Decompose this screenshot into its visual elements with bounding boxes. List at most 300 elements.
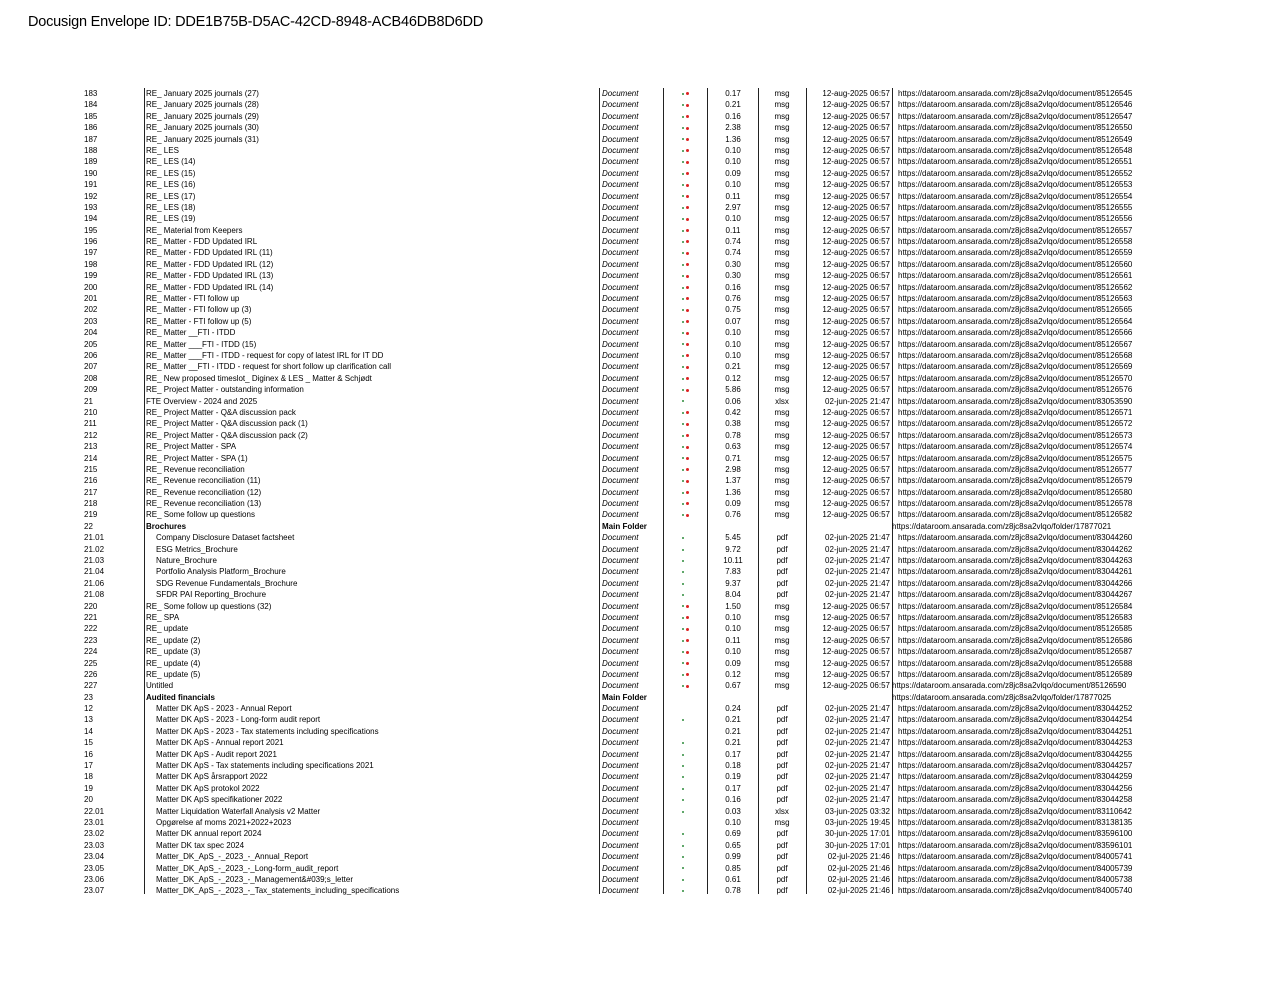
row-number: 22 xyxy=(84,521,93,531)
row-url[interactable]: https://dataroom.ansarada.com/z8jc8sa2vlqo/document/83044261 xyxy=(898,567,1133,577)
row-type: Document xyxy=(602,704,639,714)
row-status-flags xyxy=(682,863,692,874)
row-number: 194 xyxy=(84,214,98,224)
row-number: 23.04 xyxy=(84,852,105,862)
table-row xyxy=(0,760,1272,771)
row-extension: msg xyxy=(774,191,790,201)
red-status-dot xyxy=(686,514,689,517)
row-name: RE_ update (4) xyxy=(146,658,201,668)
row-date: 12-aug-2025 06:57 xyxy=(822,442,890,452)
green-status-dot xyxy=(682,378,684,380)
table-row xyxy=(0,373,1272,384)
row-url[interactable]: https://dataroom.ansarada.com/z8jc8sa2vlqo/document/85126550 xyxy=(898,123,1133,133)
row-url[interactable]: https://dataroom.ansarada.com/z8jc8sa2vlqo/document/85126584 xyxy=(898,601,1133,611)
row-type: Document xyxy=(602,89,639,98)
green-status-dot xyxy=(682,867,684,869)
row-url[interactable]: https://dataroom.ansarada.com/z8jc8sa2vlqo/folder/17877021 xyxy=(892,521,1112,531)
row-extension: msg xyxy=(774,350,790,360)
row-size: 0.10 xyxy=(725,328,741,338)
row-status-flags xyxy=(682,658,692,669)
row-url[interactable]: https://dataroom.ansarada.com/z8jc8sa2vlqo/document/85126565 xyxy=(898,305,1133,315)
table-row xyxy=(0,179,1272,190)
table-row xyxy=(0,612,1272,623)
green-status-dot xyxy=(682,412,684,414)
row-size: 0.65 xyxy=(725,840,741,850)
row-number: 222 xyxy=(84,624,98,634)
row-name: RE_ Matter - FDD Updated IRL (13) xyxy=(146,271,274,281)
row-date: 12-aug-2025 06:57 xyxy=(822,385,890,395)
row-size: 0.09 xyxy=(725,499,741,509)
red-status-dot xyxy=(686,377,689,380)
row-name: Matter DK ApS protokol 2022 xyxy=(156,783,260,793)
row-url[interactable]: https://dataroom.ansarada.com/z8jc8sa2vlqo/document/85126569 xyxy=(898,362,1133,372)
row-date: 02-jun-2025 21:47 xyxy=(825,590,890,600)
row-url[interactable]: https://dataroom.ansarada.com/z8jc8sa2vlqo/document/85126567 xyxy=(898,339,1133,349)
table-row xyxy=(0,521,1272,532)
row-name: RE_ Matter __FTI - ITDD - request for short follow up clarification call xyxy=(146,362,391,372)
row-url[interactable]: https://dataroom.ansarada.com/z8jc8sa2vlqo/document/83596101 xyxy=(898,840,1133,850)
row-date: 02-jul-2025 21:46 xyxy=(827,886,890,896)
row-name: Matter DK tax spec 2024 xyxy=(156,840,245,850)
row-number: 221 xyxy=(84,612,98,622)
row-status-flags xyxy=(682,578,692,589)
row-number: 19 xyxy=(84,783,93,793)
row-url[interactable]: https://dataroom.ansarada.com/z8jc8sa2vlqo/document/83138135 xyxy=(898,818,1133,827)
row-url[interactable]: https://dataroom.ansarada.com/z8jc8sa2vlqo/document/85126572 xyxy=(898,419,1133,429)
row-status-flags xyxy=(682,145,692,156)
row-date: 12-aug-2025 06:57 xyxy=(822,487,890,497)
green-status-dot xyxy=(682,617,684,619)
table-row xyxy=(0,168,1272,179)
row-number: 206 xyxy=(84,350,98,360)
row-status-flags xyxy=(682,498,692,509)
green-status-dot xyxy=(682,605,684,607)
row-type: Document xyxy=(602,612,639,622)
table-row xyxy=(0,430,1272,441)
row-date: 02-jul-2025 21:46 xyxy=(827,863,890,873)
row-url[interactable]: https://dataroom.ansarada.com/z8jc8sa2vlqo/document/85126586 xyxy=(898,635,1133,645)
row-date: 02-jun-2025 21:47 xyxy=(825,556,890,566)
row-extension: msg xyxy=(774,248,790,258)
row-type: Document xyxy=(602,362,639,372)
row-size: 2.97 xyxy=(725,202,741,212)
row-date: 12-aug-2025 06:57 xyxy=(822,282,890,292)
row-number: 201 xyxy=(84,294,98,304)
row-url[interactable]: https://dataroom.ansarada.com/z8jc8sa2vlqo/document/83044255 xyxy=(898,749,1133,759)
row-url[interactable]: https://dataroom.ansarada.com/z8jc8sa2vlqo/document/83053590 xyxy=(898,396,1133,406)
table-row xyxy=(0,247,1272,258)
table-row xyxy=(0,885,1272,896)
row-date: 12-aug-2025 06:57 xyxy=(822,669,890,679)
green-status-dot xyxy=(682,435,684,437)
row-size: 0.10 xyxy=(725,214,741,224)
red-status-dot xyxy=(686,309,689,312)
red-status-dot xyxy=(686,149,689,152)
red-status-dot xyxy=(686,206,689,209)
table-row xyxy=(0,749,1272,760)
row-url[interactable]: https://dataroom.ansarada.com/z8jc8sa2vlqo/document/85126559 xyxy=(898,248,1133,258)
row-date: 12-aug-2025 06:57 xyxy=(822,510,890,520)
row-status-flags xyxy=(682,179,692,190)
row-date: 02-jun-2025 21:47 xyxy=(825,578,890,588)
row-extension: pdf xyxy=(776,544,788,554)
row-name: Matter_DK_ApS_-_2023_-_Management&#039;s_letter xyxy=(156,874,354,884)
row-date: 12-aug-2025 06:57 xyxy=(822,647,890,657)
row-name: FTE Overview - 2024 and 2025 xyxy=(146,396,258,406)
row-url[interactable]: https://dataroom.ansarada.com/z8jc8sa2vlqo/document/85126571 xyxy=(898,407,1133,417)
row-name: RE_ SPA xyxy=(146,612,180,622)
row-name: Matter DK ApS - Tax statements including specifications 2021 xyxy=(156,761,374,771)
row-status-flags xyxy=(682,384,692,395)
table-row xyxy=(0,806,1272,817)
row-name: RE_ update (2) xyxy=(146,635,201,645)
row-type: Document xyxy=(602,567,639,577)
green-status-dot xyxy=(682,298,684,300)
row-number: 21.03 xyxy=(84,556,105,566)
row-size: 0.38 xyxy=(725,419,741,429)
table-row xyxy=(0,259,1272,270)
row-url[interactable]: https://dataroom.ansarada.com/z8jc8sa2vlqo/document/83044253 xyxy=(898,738,1133,748)
table-row xyxy=(0,191,1272,202)
row-size: 0.10 xyxy=(725,612,741,622)
green-status-dot xyxy=(682,514,684,516)
row-type: Document xyxy=(602,168,639,178)
row-extension: pdf xyxy=(776,715,788,725)
row-size: 0.85 xyxy=(725,863,741,873)
row-url[interactable]: https://dataroom.ansarada.com/z8jc8sa2vlqo/document/85126560 xyxy=(898,259,1133,269)
row-status-flags xyxy=(682,396,692,407)
row-number: 23.03 xyxy=(84,840,105,850)
table-row xyxy=(0,623,1272,634)
row-url[interactable]: https://dataroom.ansarada.com/z8jc8sa2vlqo/document/83044257 xyxy=(898,761,1133,771)
red-status-dot xyxy=(686,673,689,676)
row-status-flags xyxy=(682,635,692,646)
green-status-dot xyxy=(682,640,684,642)
green-status-dot xyxy=(682,651,684,653)
row-type: Document xyxy=(602,225,639,235)
row-status-flags xyxy=(682,373,692,384)
table-row xyxy=(0,293,1272,304)
table-row xyxy=(0,453,1272,464)
row-status-flags xyxy=(682,487,692,498)
row-name: Untitled xyxy=(146,681,174,691)
red-status-dot xyxy=(686,389,689,392)
row-number: 223 xyxy=(84,635,98,645)
row-extension: msg xyxy=(774,362,790,372)
red-status-dot xyxy=(686,468,689,471)
row-date: 12-aug-2025 06:57 xyxy=(822,271,890,281)
row-url[interactable]: https://dataroom.ansarada.com/z8jc8sa2vlqo/document/85126555 xyxy=(898,202,1133,212)
row-name: RE_ Project Matter - Q&A discussion pack (2) xyxy=(146,430,308,440)
row-url[interactable]: https://dataroom.ansarada.com/z8jc8sa2vlqo/document/85126590 xyxy=(892,681,1127,691)
row-status-flags xyxy=(682,339,692,350)
row-url[interactable]: https://dataroom.ansarada.com/z8jc8sa2vlqo/document/83044267 xyxy=(898,590,1133,600)
green-status-dot xyxy=(682,890,684,892)
row-extension: pdf xyxy=(776,874,788,884)
row-type: Document xyxy=(602,658,639,668)
green-status-dot xyxy=(682,309,684,311)
row-name: RE_ LES (16) xyxy=(146,180,196,190)
row-extension: msg xyxy=(774,237,790,247)
row-url[interactable]: https://dataroom.ansarada.com/z8jc8sa2vlqo/document/83044266 xyxy=(898,578,1133,588)
row-size: 1.50 xyxy=(725,601,741,611)
row-url[interactable]: https://dataroom.ansarada.com/z8jc8sa2vlqo/document/83110642 xyxy=(898,806,1132,816)
row-number: 193 xyxy=(84,202,98,212)
red-status-dot xyxy=(686,480,689,483)
row-status-flags xyxy=(682,88,692,99)
row-number: 22.01 xyxy=(84,806,105,816)
row-url[interactable]: https://dataroom.ansarada.com/z8jc8sa2vlqo/document/83596100 xyxy=(898,829,1133,839)
row-name: RE_ Matter - FTI follow up (5) xyxy=(146,316,252,326)
row-date: 12-aug-2025 06:57 xyxy=(822,191,890,201)
row-number: 23.01 xyxy=(84,818,105,827)
row-number: 202 xyxy=(84,305,98,315)
row-name: RE_ Matter - FDD Updated IRL (11) xyxy=(146,248,273,258)
row-type: Document xyxy=(602,373,639,383)
row-type: Document xyxy=(602,464,639,474)
row-url[interactable]: https://dataroom.ansarada.com/z8jc8sa2vlqo/document/85126556 xyxy=(898,214,1133,224)
row-date: 12-aug-2025 06:57 xyxy=(822,111,890,121)
row-url[interactable]: https://dataroom.ansarada.com/z8jc8sa2vlqo/document/85126546 xyxy=(898,100,1133,110)
row-number: 21.01 xyxy=(84,533,105,543)
row-date: 12-aug-2025 06:57 xyxy=(822,225,890,235)
row-url[interactable]: https://dataroom.ansarada.com/z8jc8sa2vlqo/document/85126545 xyxy=(898,89,1133,98)
row-name: Matter_DK_ApS_-_2023_-_Annual_Report xyxy=(156,852,309,862)
row-name: RE_ update xyxy=(146,624,189,634)
green-status-dot xyxy=(682,207,684,209)
row-name: RE_ January 2025 journals (30) xyxy=(146,123,259,133)
green-status-dot xyxy=(682,287,684,289)
row-extension: pdf xyxy=(776,840,788,850)
table-row xyxy=(0,601,1272,612)
row-type: Document xyxy=(602,396,639,406)
row-url[interactable]: https://dataroom.ansarada.com/z8jc8sa2vlqo/document/85126575 xyxy=(898,453,1133,463)
green-status-dot xyxy=(682,719,684,721)
row-url[interactable]: https://dataroom.ansarada.com/z8jc8sa2vlqo/document/85126548 xyxy=(898,145,1133,155)
envelope-id-header: Docusign Envelope ID: DDE1B75B-D5AC-42CD-8948-ACB46DB8D6DD xyxy=(28,14,484,30)
row-date: 02-jun-2025 21:47 xyxy=(825,783,890,793)
row-number: 14 xyxy=(84,726,93,736)
row-date: 12-aug-2025 06:57 xyxy=(822,339,890,349)
row-url[interactable]: https://dataroom.ansarada.com/z8jc8sa2vlqo/document/85126568 xyxy=(898,350,1133,360)
table-row xyxy=(0,464,1272,475)
row-url[interactable]: https://dataroom.ansarada.com/z8jc8sa2vlqo/folder/17877025 xyxy=(892,692,1112,702)
row-url[interactable]: https://dataroom.ansarada.com/z8jc8sa2vlqo/document/85126580 xyxy=(898,487,1133,497)
row-url[interactable]: https://dataroom.ansarada.com/z8jc8sa2vlqo/document/85126585 xyxy=(898,624,1133,634)
row-status-flags xyxy=(682,304,692,315)
table-row xyxy=(0,350,1272,361)
row-name: Company Disclosure Dataset factsheet xyxy=(156,533,295,543)
row-date: 12-aug-2025 06:57 xyxy=(822,373,890,383)
row-url[interactable]: https://dataroom.ansarada.com/z8jc8sa2vlqo/document/83044252 xyxy=(898,704,1133,714)
row-url[interactable]: https://dataroom.ansarada.com/z8jc8sa2vlqo/document/85126563 xyxy=(898,294,1133,304)
row-status-flags xyxy=(682,99,692,110)
row-url[interactable]: https://dataroom.ansarada.com/z8jc8sa2vlqo/document/85126549 xyxy=(898,134,1133,144)
table-row xyxy=(0,498,1272,509)
row-size: 0.21 xyxy=(725,715,741,725)
red-status-dot xyxy=(686,218,689,221)
row-size: 0.30 xyxy=(725,259,741,269)
row-extension: msg xyxy=(774,305,790,315)
row-url[interactable]: https://dataroom.ansarada.com/z8jc8sa2vlqo/document/85126570 xyxy=(898,373,1133,383)
row-url[interactable]: https://dataroom.ansarada.com/z8jc8sa2vlqo/document/85126583 xyxy=(898,612,1133,622)
red-status-dot xyxy=(686,332,689,335)
row-number: 21.04 xyxy=(84,567,105,577)
row-name: Matter DK annual report 2024 xyxy=(156,829,262,839)
row-url[interactable]: https://dataroom.ansarada.com/z8jc8sa2vlqo/document/85126579 xyxy=(898,476,1133,486)
row-size: 7.83 xyxy=(725,567,741,577)
row-type: Document xyxy=(602,248,639,258)
row-url[interactable]: https://dataroom.ansarada.com/z8jc8sa2vlqo/document/85126577 xyxy=(898,464,1133,474)
row-status-flags xyxy=(682,213,692,224)
row-size: 1.37 xyxy=(725,476,741,486)
row-status-flags xyxy=(682,589,692,600)
row-extension: msg xyxy=(774,282,790,292)
row-size: 0.09 xyxy=(725,168,741,178)
row-name: Matter_DK_ApS_-_2023_-_Long-form_audit_report xyxy=(156,863,339,873)
row-date: 12-aug-2025 06:57 xyxy=(822,612,890,622)
row-extension: msg xyxy=(774,464,790,474)
row-size: 0.78 xyxy=(725,430,741,440)
row-size: 0.09 xyxy=(725,658,741,668)
row-date: 12-aug-2025 06:57 xyxy=(822,123,890,133)
row-url[interactable]: https://dataroom.ansarada.com/z8jc8sa2vlqo/document/83044263 xyxy=(898,556,1133,566)
row-date: 02-jun-2025 21:47 xyxy=(825,772,890,782)
table-row xyxy=(0,384,1272,395)
row-extension: msg xyxy=(774,157,790,167)
green-status-dot xyxy=(682,366,684,368)
row-url[interactable]: https://dataroom.ansarada.com/z8jc8sa2vlqo/document/85126561 xyxy=(898,271,1133,281)
row-size: 0.74 xyxy=(725,248,741,258)
row-url[interactable]: https://dataroom.ansarada.com/z8jc8sa2vlqo/document/83044258 xyxy=(898,795,1133,805)
row-type: Document xyxy=(602,442,639,452)
row-url[interactable]: https://dataroom.ansarada.com/z8jc8sa2vlqo/document/83044259 xyxy=(898,772,1133,782)
row-url[interactable]: https://dataroom.ansarada.com/z8jc8sa2vlqo/document/85126547 xyxy=(898,111,1133,121)
row-url[interactable]: https://dataroom.ansarada.com/z8jc8sa2vlqo/document/85126557 xyxy=(898,225,1133,235)
red-status-dot xyxy=(686,263,689,266)
table-row xyxy=(0,874,1272,885)
row-number: 184 xyxy=(84,100,98,110)
row-name: RE_ Matter __FTI - ITDD xyxy=(146,328,236,338)
row-extension: msg xyxy=(774,442,790,452)
row-url[interactable]: https://dataroom.ansarada.com/z8jc8sa2vlqo/document/85126552 xyxy=(898,168,1133,178)
row-url[interactable]: https://dataroom.ansarada.com/z8jc8sa2vlqo/document/85126553 xyxy=(898,180,1133,190)
row-url[interactable]: https://dataroom.ansarada.com/z8jc8sa2vlqo/document/85126588 xyxy=(898,658,1133,668)
red-status-dot xyxy=(686,252,689,255)
red-status-dot xyxy=(686,411,689,414)
row-number: 195 xyxy=(84,225,98,235)
row-status-flags xyxy=(682,407,692,418)
green-status-dot xyxy=(682,343,684,345)
table-row xyxy=(0,669,1272,680)
red-status-dot xyxy=(686,229,689,232)
row-url[interactable]: https://dataroom.ansarada.com/z8jc8sa2vlqo/document/83044262 xyxy=(898,544,1133,554)
row-url[interactable]: https://dataroom.ansarada.com/z8jc8sa2vlqo/document/83044254 xyxy=(898,715,1133,725)
green-status-dot xyxy=(682,161,684,163)
row-extension: msg xyxy=(774,373,790,383)
table-row xyxy=(0,863,1272,874)
row-type: Document xyxy=(602,282,639,292)
row-size: 2.38 xyxy=(725,123,741,133)
table-row xyxy=(0,555,1272,566)
row-name: Matter DK ApS - 2023 - Tax statements including specifications xyxy=(156,726,379,736)
row-extension: msg xyxy=(774,145,790,155)
row-status-flags xyxy=(682,168,692,179)
table-row xyxy=(0,532,1272,543)
table-row xyxy=(0,225,1272,236)
row-status-flags xyxy=(682,623,692,634)
row-url[interactable]: https://dataroom.ansarada.com/z8jc8sa2vlqo/document/85126558 xyxy=(898,237,1133,247)
row-extension: pdf xyxy=(776,556,788,566)
table-row xyxy=(0,270,1272,281)
row-name: SFDR PAI Reporting_Brochure xyxy=(156,590,267,600)
row-url[interactable]: https://dataroom.ansarada.com/z8jc8sa2vlqo/document/85126562 xyxy=(898,282,1133,292)
row-status-flags xyxy=(682,453,692,464)
row-url[interactable]: https://dataroom.ansarada.com/z8jc8sa2vlqo/document/85126587 xyxy=(898,647,1133,657)
row-date: 12-aug-2025 06:57 xyxy=(822,453,890,463)
row-number: 21.02 xyxy=(84,544,105,554)
row-url[interactable]: https://dataroom.ansarada.com/z8jc8sa2vlqo/document/85126566 xyxy=(898,328,1133,338)
row-url[interactable]: https://dataroom.ansarada.com/z8jc8sa2vlqo/document/84005741 xyxy=(898,852,1133,862)
row-url[interactable]: https://dataroom.ansarada.com/z8jc8sa2vlqo/document/83044256 xyxy=(898,783,1133,793)
row-url[interactable]: https://dataroom.ansarada.com/z8jc8sa2vlqo/document/85126554 xyxy=(898,191,1133,201)
row-type: Document xyxy=(602,328,639,338)
row-url[interactable]: https://dataroom.ansarada.com/z8jc8sa2vlqo/document/85126582 xyxy=(898,510,1133,520)
row-url[interactable]: https://dataroom.ansarada.com/z8jc8sa2vlqo/document/85126576 xyxy=(898,385,1133,395)
row-size: 0.10 xyxy=(725,624,741,634)
row-size: 0.71 xyxy=(725,453,741,463)
row-name: RE_ LES (17) xyxy=(146,191,196,201)
row-date: 12-aug-2025 06:57 xyxy=(822,658,890,668)
row-url[interactable]: https://dataroom.ansarada.com/z8jc8sa2vlqo/document/84005739 xyxy=(898,863,1133,873)
row-date: 12-aug-2025 06:57 xyxy=(822,248,890,258)
row-url[interactable]: https://dataroom.ansarada.com/z8jc8sa2vlqo/document/85126589 xyxy=(898,669,1133,679)
row-size: 0.21 xyxy=(725,726,741,736)
row-url[interactable]: https://dataroom.ansarada.com/z8jc8sa2vlqo/document/84005738 xyxy=(898,874,1133,884)
row-status-flags xyxy=(682,327,692,338)
row-extension: msg xyxy=(774,612,790,622)
green-status-dot xyxy=(682,184,684,186)
row-url[interactable]: https://dataroom.ansarada.com/z8jc8sa2vlqo/document/85126551 xyxy=(898,157,1133,167)
row-number: 189 xyxy=(84,157,98,167)
table-row xyxy=(0,316,1272,327)
row-size: 0.61 xyxy=(725,874,741,884)
row-url[interactable]: https://dataroom.ansarada.com/z8jc8sa2vlqo/document/85126573 xyxy=(898,430,1133,440)
row-url[interactable]: https://dataroom.ansarada.com/z8jc8sa2vlqo/document/85126574 xyxy=(898,442,1133,452)
row-url[interactable]: https://dataroom.ansarada.com/z8jc8sa2vlqo/document/85126578 xyxy=(898,499,1133,509)
row-size: 0.17 xyxy=(725,783,741,793)
green-status-dot xyxy=(682,218,684,220)
row-name: RE_ Revenue reconciliation xyxy=(146,464,245,474)
row-name: RE_ Matter - FTI follow up xyxy=(146,294,240,304)
row-extension: msg xyxy=(774,294,790,304)
row-url[interactable]: https://dataroom.ansarada.com/z8jc8sa2vlqo/document/85126564 xyxy=(898,316,1133,326)
green-status-dot xyxy=(682,856,684,858)
row-type: Document xyxy=(602,510,639,520)
row-extension: msg xyxy=(774,385,790,395)
table-row xyxy=(0,635,1272,646)
row-status-flags xyxy=(682,156,692,167)
green-status-dot xyxy=(682,492,684,494)
row-url[interactable]: https://dataroom.ansarada.com/z8jc8sa2vlqo/document/84005740 xyxy=(898,886,1133,896)
table-row xyxy=(0,578,1272,589)
row-size: 0.11 xyxy=(725,191,741,201)
row-url[interactable]: https://dataroom.ansarada.com/z8jc8sa2vlqo/document/83044251 xyxy=(898,726,1133,736)
red-status-dot xyxy=(686,639,689,642)
row-url[interactable]: https://dataroom.ansarada.com/z8jc8sa2vlqo/document/83044260 xyxy=(898,533,1133,543)
table-row xyxy=(0,840,1272,851)
row-status-flags xyxy=(682,225,692,236)
